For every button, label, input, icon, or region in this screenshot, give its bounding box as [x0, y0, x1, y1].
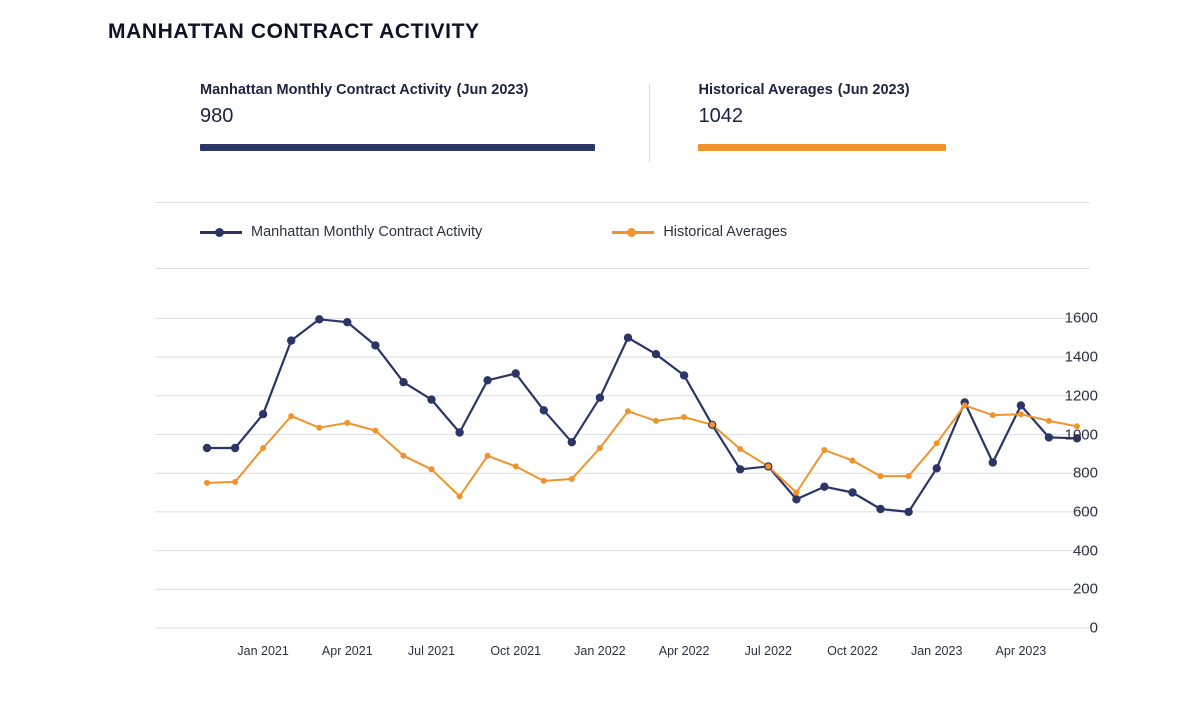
- y-tick-label: 1600: [1064, 309, 1098, 327]
- x-tick-label: Apr 2022: [658, 644, 710, 658]
- x-tick-label: Apr 2023: [995, 644, 1047, 658]
- x-tick-label: Jul 2021: [407, 644, 456, 658]
- page-title: MANHATTAN CONTRACT ACTIVITY: [108, 20, 480, 43]
- legend-label: Historical Averages: [663, 224, 788, 240]
- kpi-period: (Jun 2023): [837, 82, 910, 98]
- x-tick-label: Jan 2021: [237, 644, 289, 658]
- kpi-value: 1042: [698, 105, 743, 127]
- x-tick-label: Jan 2023: [910, 644, 963, 658]
- y-tick-label: 800: [1072, 464, 1098, 482]
- chart-legend: [200, 224, 787, 240]
- y-tick-label: 600: [1072, 503, 1098, 521]
- kpi-period: (Jun 2023): [456, 82, 529, 98]
- legend-item-historical-averages[interactable]: [612, 224, 787, 240]
- legend-label: Manhattan Monthly Contract Activity: [251, 224, 483, 240]
- y-tick-label: 1200: [1064, 387, 1098, 405]
- legend-marker-icon: [612, 226, 654, 238]
- x-tick-label: Jul 2022: [744, 644, 792, 658]
- y-tick-label: 400: [1072, 542, 1098, 560]
- kpi-card-monthly-activity: [155, 82, 649, 151]
- line-chart: [108, 285, 1098, 685]
- x-tick-label: Oct 2022: [827, 644, 878, 658]
- kpi-value: 980: [200, 105, 234, 127]
- kpi-label: Historical Averages: [698, 82, 833, 98]
- kpi-label: Manhattan Monthly Contract Activity: [200, 82, 452, 98]
- plot-region: [155, 285, 1090, 640]
- kpi-bar-orange: [698, 144, 946, 151]
- x-tick-label: Jan 2022: [574, 644, 626, 658]
- kpi-header: [200, 82, 649, 98]
- divider-bottom: [155, 268, 1090, 269]
- divider-top: [155, 202, 1090, 203]
- kpi-card-historical-averages: [650, 82, 1090, 151]
- chart-canvas: [155, 285, 1090, 640]
- y-tick-label: 1000: [1064, 426, 1098, 443]
- y-tick-label: 1400: [1064, 348, 1098, 366]
- kpi-header: [698, 82, 1090, 98]
- kpi-row: [155, 82, 1090, 162]
- y-tick-label: 0: [1089, 619, 1098, 637]
- x-tick-label: Apr 2021: [321, 644, 373, 658]
- kpi-bar-navy: [200, 144, 595, 151]
- y-tick-label: 200: [1072, 580, 1098, 598]
- legend-item-monthly-activity[interactable]: [200, 224, 482, 240]
- legend-marker-icon: [200, 226, 242, 238]
- x-tick-label: Oct 2021: [490, 644, 542, 658]
